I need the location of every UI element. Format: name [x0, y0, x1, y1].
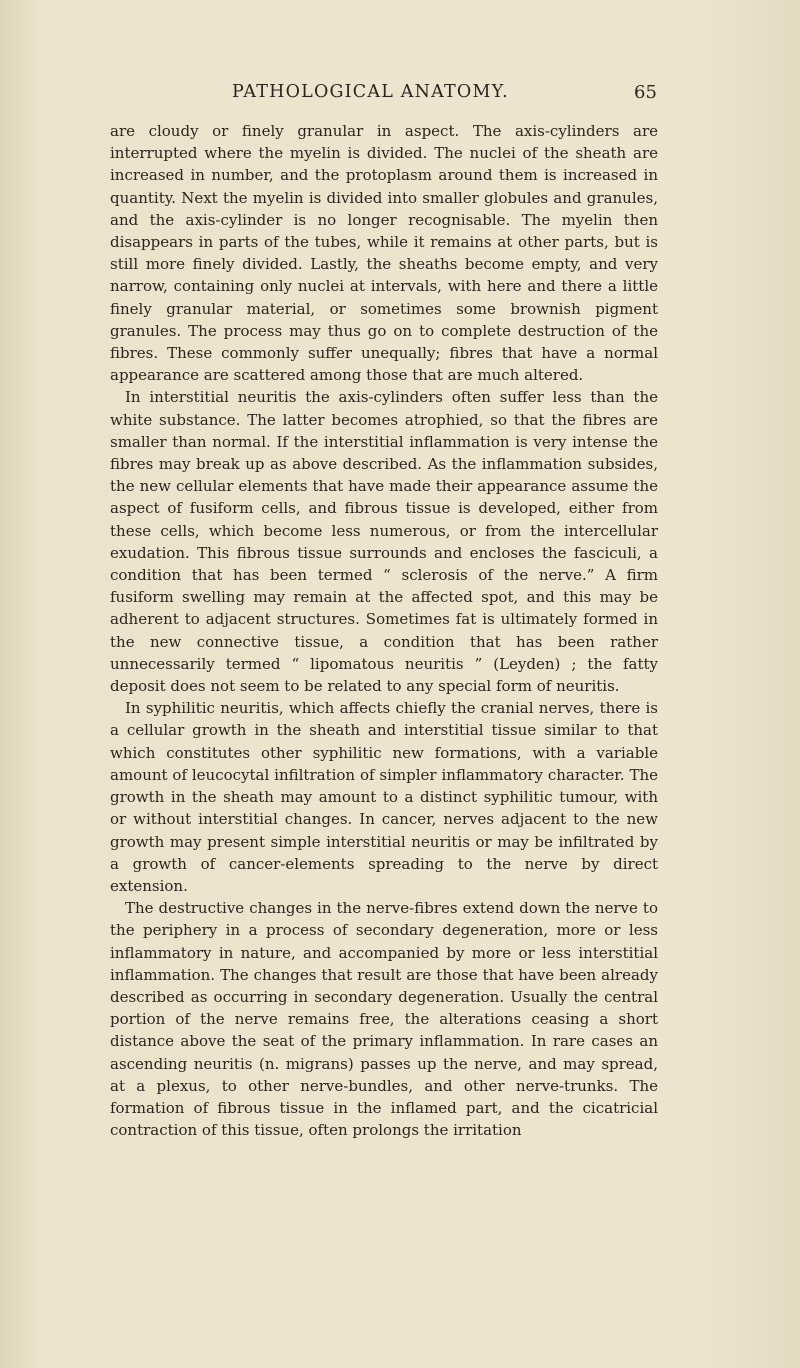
running-head	[0, 82, 800, 112]
body-text	[110, 120, 658, 1141]
paragraph-syphilitic-neuritis: In syphilitic neuritis, which affects chiefly the cranial nerves, there is a cellular growth in the sheath and interstitial tissue similar to that which constitutes other syphilitic new formations, with a variable amount of leucocytal infiltration of simpler inflammatory character. The growth in the sheath may amount to a distinct syphilitic tumour, with or without interstitial changes. In cancer, nerves adjacent to the new growth may present simple interstitial neuritis or may be infiltrated by a growth of cancer-elements spreading to the nerve by direct extension.	[110, 699, 658, 895]
paragraph-interstitial-neuritis: In interstitial neuritis the axis-cylinders often suffer less than the white substance. The latter becomes atrophied, so that the fibres are smaller than normal. If the interstitial inflammation is very intense the fibres may break up as above described. As the inflammation subsides, the new cellular elements that have made their appearance assume the aspect of fusiform cells, and fibrous tissue is developed, either from these cells, which become less numerous, or from the intercellular exudation. This fibrous tissue surrounds and encloses the fasciculi, a condition that has been termed “ sclerosis of the nerve.” A firm fusiform swelling may remain at the affected spot, and this may be adherent to adjacent structures. Sometimes fat is ultimately formed in the new connective tissue, a condition that has been rather unnecessarily termed “ lipomatous neuritis ” (Leyden) ; the fatty deposit does not seem to be related to any special form of neuritis.	[110, 388, 658, 696]
paragraph-fibre-degeneration: are cloudy or finely granular in aspect. The axis-cylinders are interrupted where the myelin is divided. The nuclei of the sheath are increased in number, and the protoplasm around them is increased in quantity. Next the myelin is divided into smaller globules and granules, and the axis-cylinder is no longer recognisable. The myelin then disappears in parts of the tubes, while it remains at other parts, but is still more finely divided. Lastly, the sheaths become empty, and very narrow, containing only nuclei at intervals, with here and there a little finely granular material, or sometimes some brownish pigment granules. The process may thus go on to complete destruction of the fibres. These commonly suffer unequally; fibres that have a normal appearance are scattered among those that are much altered.	[110, 122, 658, 385]
running-title: PATHOLOGICAL ANATOMY.	[232, 82, 509, 102]
page-number: 65	[634, 82, 657, 103]
paragraph-destructive-changes: The destructive changes in the nerve-fibres extend down the nerve to the periphery in a process of secondary degeneration, more or less inflammatory in nature, and accompanied by more or less interstitial inflammation. The changes that result are those that have been already described as occurring in secondary degeneration. Usually the central portion of the nerve remains free, the alterations ceasing a short distance above the seat of the primary inflammation. In rare cases an ascending neuritis (n. migrans) passes up the nerve, and may spread, at a plexus, to other nerve-bundles, and other nerve-trunks. The formation of fibrous tissue in the inflamed part, and the cicatricial contraction of this tissue, often prolongs the irritation	[110, 899, 658, 1140]
